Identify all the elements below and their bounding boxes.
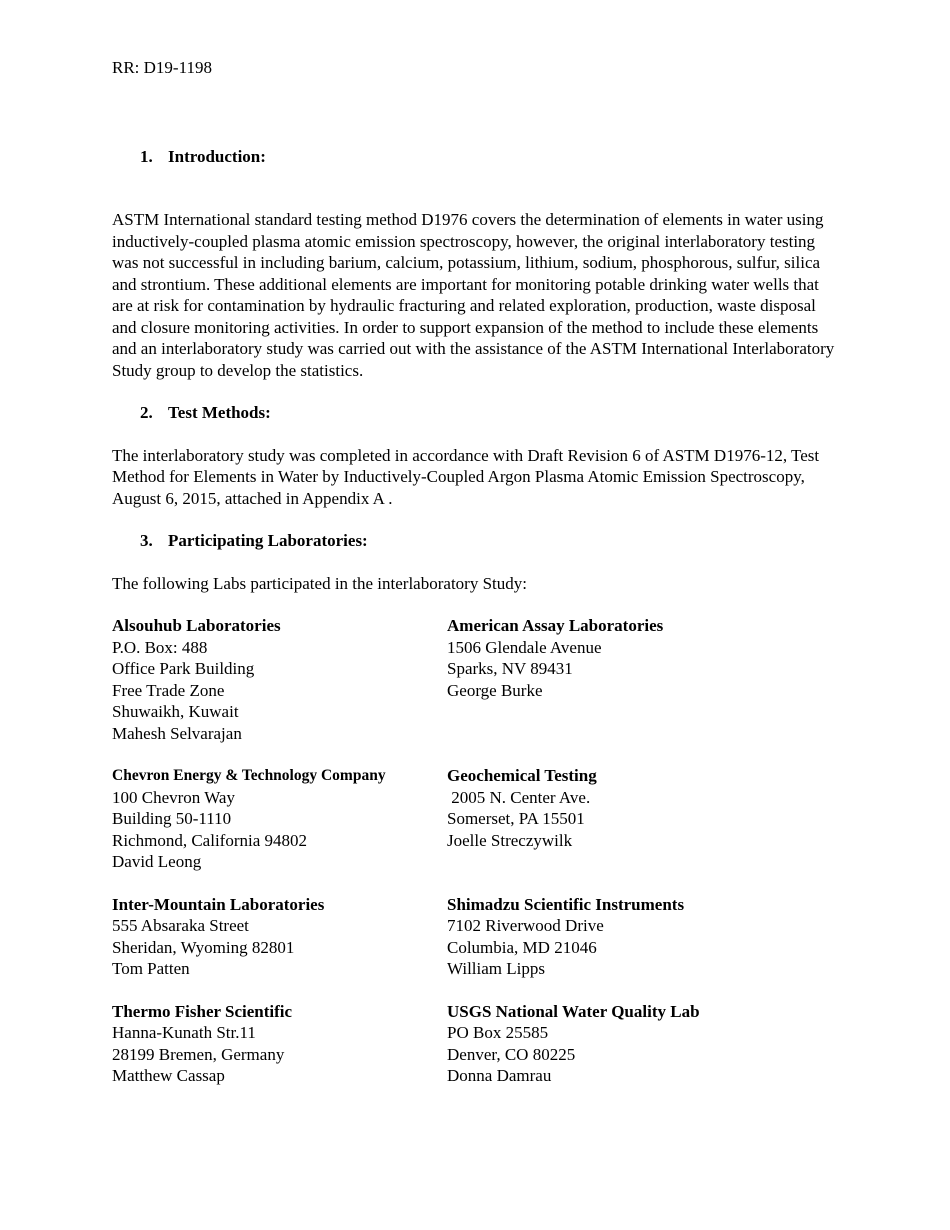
report-reference: RR: D19-1198 bbox=[112, 58, 212, 77]
lab-entry bbox=[112, 615, 447, 744]
lab-address-line: 1506 Glendale Avenue bbox=[447, 637, 602, 657]
lab-address-line: 28199 Bremen, Germany bbox=[112, 1044, 285, 1064]
lab-contact: Matthew Cassap bbox=[112, 1066, 225, 1085]
lab-address-line: Sheridan, Wyoming 82801 bbox=[112, 937, 295, 957]
lab-contact: Joelle Streczywilk bbox=[447, 830, 573, 850]
section-number: 1. bbox=[140, 146, 153, 166]
lab-address-line: Office Park Building bbox=[112, 659, 255, 678]
section-number: 3. bbox=[140, 531, 153, 550]
lab-address-line: 7102 Riverwood Drive bbox=[447, 916, 604, 935]
lab-address-line: Columbia, MD 21046 bbox=[447, 937, 597, 957]
intro-paragraph: ASTM International standard testing method D1976 covers the determination of elements in water using inductively-coupled plasma atomic emission spectroscopy, however, the original interlaboratory testing was not successful in including barium, calcium, potassium, lithium, sodium, phosphorous, sulfur, silica and strontium. These additional elements are important for monitoring potable drinking water wells that are at risk for contamination by hydraulic fracturing and related exploration, production, waste disposal and closure monitoring activities. In order to support expansion of the method to include these elements and an interlaboratory study was carried out with the assistance of the ASTM International Interlaboratory Study group to develop the statistics. bbox=[112, 210, 835, 380]
lab-contact: William Lipps bbox=[447, 959, 545, 978]
lab-name: Shimadzu Scientific Instruments bbox=[447, 894, 685, 914]
lab-name: American Assay Laboratories bbox=[447, 616, 664, 635]
lab-address-line: Free Trade Zone bbox=[112, 680, 225, 700]
section-title: Introduction: bbox=[168, 146, 266, 166]
section-heading-introduction bbox=[112, 146, 842, 168]
lab-entry bbox=[447, 765, 842, 873]
lab-name: Inter-Mountain Laboratories bbox=[112, 894, 325, 914]
lab-address-line: 100 Chevron Way bbox=[112, 787, 235, 807]
section-title: Test Methods: bbox=[168, 403, 271, 422]
labs-intro-paragraph: The following Labs participated in the interlaboratory Study: bbox=[112, 573, 527, 593]
lab-name: Alsouhub Laboratories bbox=[112, 616, 281, 635]
lab-entry bbox=[112, 894, 447, 980]
lab-name: Thermo Fisher Scientific bbox=[112, 1001, 293, 1021]
labs-grid bbox=[112, 615, 842, 1087]
lab-address-line: 2005 N. Center Ave. bbox=[447, 787, 591, 807]
lab-address-line: Building 50-1110 bbox=[112, 809, 232, 828]
lab-address-line: PO Box 25585 bbox=[447, 1023, 549, 1042]
lab-contact: George Burke bbox=[447, 680, 543, 700]
section-number: 2. bbox=[140, 403, 153, 422]
lab-address-line: Richmond, California 94802 bbox=[112, 830, 308, 850]
lab-address-line: Hanna-Kunath Str.11 bbox=[112, 1023, 256, 1042]
document-page bbox=[112, 57, 842, 1087]
lab-address-line: 555 Absaraka Street bbox=[112, 916, 249, 935]
lab-name: USGS National Water Quality Lab bbox=[447, 1001, 700, 1021]
section-title: Participating Laboratories: bbox=[168, 531, 368, 550]
lab-address-line: Denver, CO 80225 bbox=[447, 1044, 576, 1064]
lab-entry bbox=[112, 765, 447, 873]
lab-address-line: P.O. Box: 488 bbox=[112, 637, 208, 657]
lab-name: Chevron Energy & Technology Company bbox=[112, 767, 386, 784]
lab-contact: David Leong bbox=[112, 852, 202, 871]
lab-contact: Tom Patten bbox=[112, 959, 190, 978]
section-heading-participating-labs bbox=[112, 530, 842, 552]
section-heading-test-methods bbox=[112, 402, 842, 424]
lab-contact: Mahesh Selvarajan bbox=[112, 723, 242, 743]
lab-address-line: Shuwaikh, Kuwait bbox=[112, 702, 239, 721]
methods-paragraph: The interlaboratory study was completed in accordance with Draft Revision 6 of ASTM D1976-12, Test Method for Elements in Water by Inductively-Coupled Argon Plasma Atomic Emission Spectroscopy, August 6, 2015, attached in Appendix A . bbox=[112, 445, 820, 508]
lab-address-line: Somerset, PA 15501 bbox=[447, 809, 585, 828]
lab-contact: Donna Damrau bbox=[447, 1066, 552, 1085]
lab-entry bbox=[447, 615, 842, 744]
lab-entry bbox=[447, 894, 842, 980]
lab-address-line: Sparks, NV 89431 bbox=[447, 659, 573, 678]
lab-entry bbox=[447, 1001, 842, 1087]
lab-entry bbox=[112, 1001, 447, 1087]
lab-name: Geochemical Testing bbox=[447, 766, 597, 785]
